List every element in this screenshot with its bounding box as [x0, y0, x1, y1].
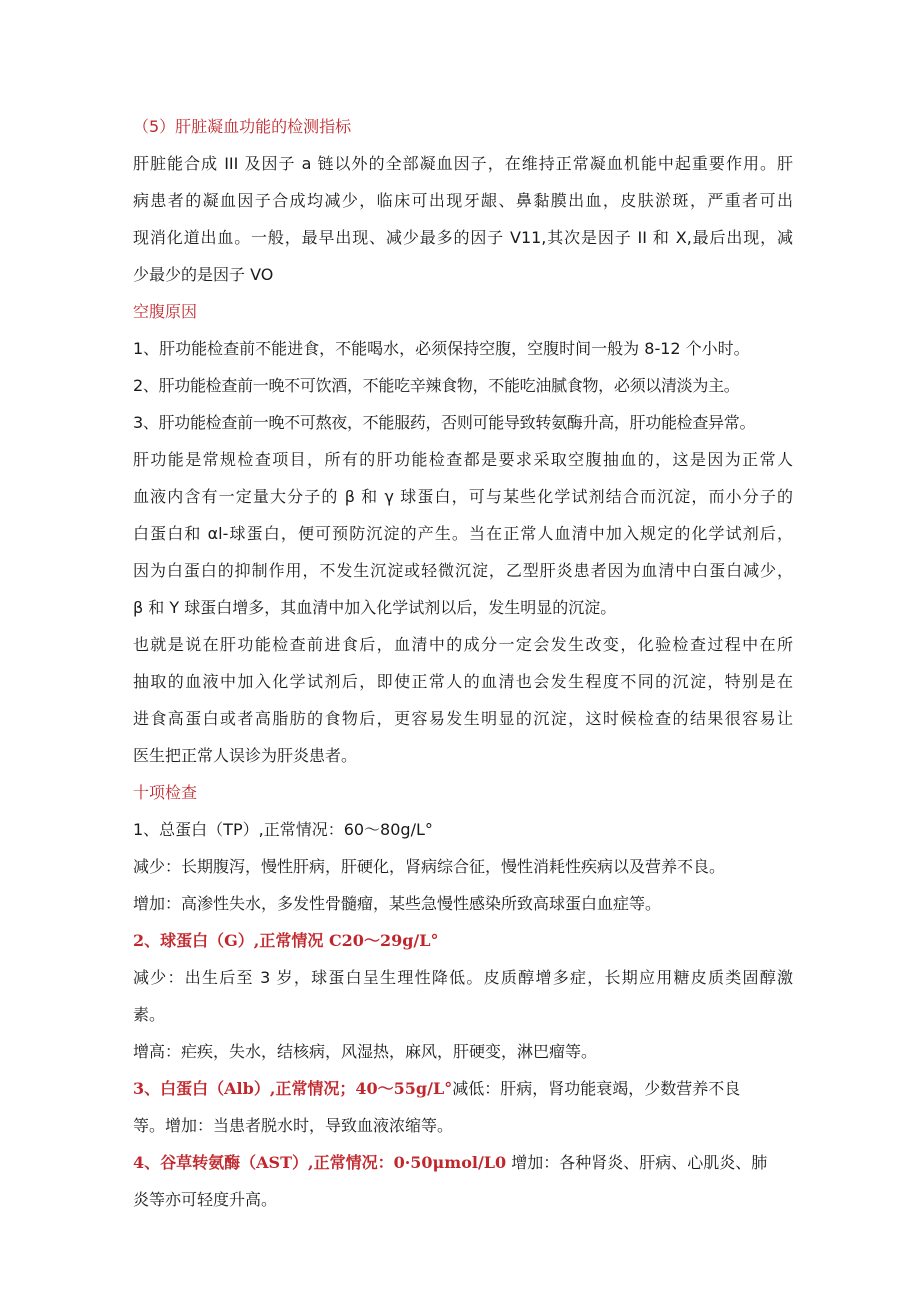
- albumin-row: [133, 1074, 793, 1104]
- section-heading-coagulation: （5）肝脏凝血功能的检测指标: [133, 117, 352, 136]
- ast-row: [133, 1148, 793, 1178]
- paragraph-line: 医生把正常人误诊为肝炎患者。: [133, 746, 358, 765]
- section-heading-ten-items: 十项检查: [133, 783, 198, 802]
- paragraph-line: 白蛋白和 αl-球蛋白，便可预防沉淀的产生。当在正常人血清中加入规定的化学试剂后，: [133, 524, 793, 543]
- paragraph-line: 因为白蛋白的抑制作用，不发生沉淀或轻微沉淀，乙型肝炎患者因为血清中白蛋白减少，: [133, 561, 793, 580]
- paragraph-line: 肝脏能合成 III 及因子 a 链以外的全部凝血因子，在维持正常凝血机能中起重要作用。肝: [133, 154, 793, 173]
- tp-decrease: 减少：长期腹泻，慢性肝病，肝硬化，肾病综合征，慢性消耗性疾病以及营养不良。: [133, 857, 726, 876]
- globulin-decrease-cont: 素。: [133, 1005, 166, 1024]
- tp-increase: 增加：高渗性失水，多发性骨髓瘤，某些急慢性感染所致高球蛋白血症等。: [133, 894, 662, 913]
- paragraph-line: 病患者的凝血因子合成均减少，临床可出现牙龈、鼻黏膜出血，皮肤淤斑，严重者可出: [133, 191, 793, 210]
- albumin-title: 3、白蛋白（Alb）,正常情况；40～55g∕L°: [133, 1079, 453, 1098]
- globulin-title: 2、球蛋白（G）,正常情况 C20～29g∕L°: [133, 931, 439, 950]
- ast-title: 4、谷草转氨酶（AST）,正常情况：0·50μmol∕L0: [133, 1153, 507, 1172]
- paragraph-line: β 和 Y 球蛋白增多，其血清中加入化学试剂以后，发生明显的沉淀。: [133, 598, 617, 617]
- paragraph-line: 肝功能是常规检查项目，所有的肝功能检查都是要求采取空腹抽血的，这是因为正常人: [133, 450, 793, 469]
- globulin-increase: 增高：疟疾，失水，结核病，风湿热，麻风，肝硬变，淋巴瘤等。: [133, 1042, 598, 1061]
- paragraph-line: 少最少的是因子 VO: [133, 265, 274, 284]
- paragraph-line: 进食高蛋白或者高脂肪的食物后，更容易发生明显的沉淀，这时候检查的结果很容易让: [133, 709, 793, 728]
- paragraph-line: 血液内含有一定量大分子的 β 和 γ 球蛋白，可与某些化学试剂结合而沉淀，而小分子的: [133, 487, 793, 506]
- paragraph-line: 现消化道出血。一般，最早出现、减少最多的因子 V11,其次是因子 II 和 X,最后出现，减: [133, 228, 793, 247]
- tp-title: 1、总蛋白（TP）,正常情况：60～80g∕L°: [133, 820, 433, 839]
- fasting-item-2: 2、肝功能检查前一晚不可饮酒，不能吃辛辣食物，不能吃油腻食物，必须以清淡为主。: [133, 376, 740, 395]
- document-page: [133, 112, 793, 1215]
- ast-text: 增加：各种肾炎、肝病、心肌炎、肺: [506, 1153, 768, 1172]
- paragraph-line: 也就是说在肝功能检查前进食后，血清中的成分一定会发生改变，化验检查过程中在所: [133, 635, 793, 654]
- albumin-text-cont: 等。增加：当患者脱水时，导致血液浓缩等。: [133, 1116, 454, 1135]
- albumin-text: 减低：肝病，肾功能衰竭，少数营养不良: [452, 1079, 741, 1098]
- ast-text-cont: 炎等亦可轻度升高。: [133, 1190, 278, 1209]
- globulin-decrease: 减少：出生后至 3 岁，球蛋白呈生理性降低。皮质醇增多症，长期应用糖皮质类固醇激: [133, 968, 793, 987]
- fasting-item-1: 1、肝功能检查前不能进食，不能喝水，必须保持空腹，空腹时间一般为 8-12 个小时。: [133, 339, 750, 358]
- paragraph-line: 抽取的血液中加入化学试剂后，即使正常人的血清也会发生程度不同的沉淀，特别是在: [133, 672, 793, 691]
- fasting-item-3: 3、肝功能检查前一晚不可熬夜，不能服药，否则可能导致转氨酶升高，肝功能检查异常。: [133, 413, 756, 432]
- section-heading-fasting: 空腹原因: [133, 302, 198, 321]
